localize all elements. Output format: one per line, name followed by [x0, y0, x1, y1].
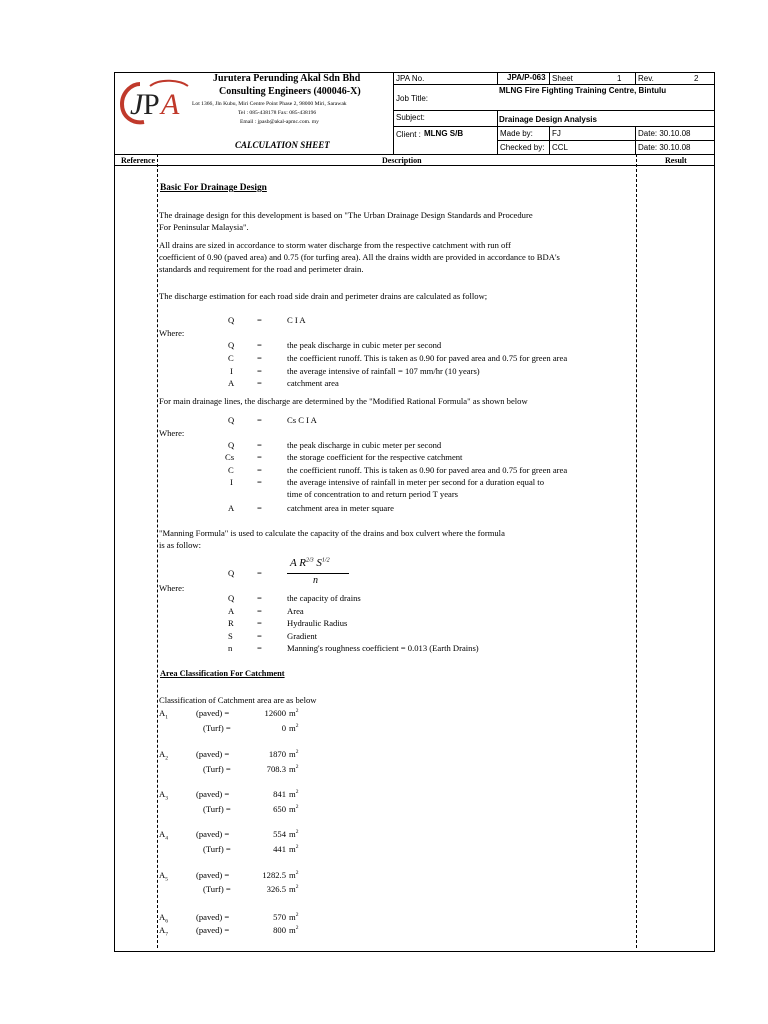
- company-name: Jurutera Perunding Akal Sdn Bhd: [213, 73, 361, 84]
- manning-formula-denominator: n: [313, 575, 318, 586]
- definition-equals: =: [257, 643, 262, 653]
- definition-symbol: I: [230, 366, 233, 376]
- company-subtitle: Consulting Engineers (400046-X): [219, 86, 361, 97]
- area-label: $A_2$: [159, 749, 168, 762]
- area-unit: $m^2$: [289, 789, 299, 799]
- checked-by: CCL: [552, 143, 569, 152]
- header-rule: [393, 110, 715, 111]
- equation-lhs: Q: [228, 415, 235, 425]
- definition-text: the coefficient runoff. This is taken as 0.90 for paved area and 0.75 for green area: [287, 353, 568, 363]
- column-header-rule: [114, 165, 715, 166]
- turf-value: 326.5: [266, 884, 286, 894]
- definition-equals: =: [257, 477, 262, 487]
- paved-label: (paved) =: [196, 789, 230, 799]
- where-label: Where:: [159, 428, 185, 438]
- description-column-header: Description: [382, 156, 422, 165]
- paved-value: 841: [273, 789, 286, 799]
- definition-text: the average intensive of rainfall = 107 mm/hr (10 years): [287, 366, 480, 376]
- rev-number: 2: [694, 74, 699, 83]
- paragraph-line: is as follow:: [159, 540, 202, 550]
- checked-by-label: Checked by:: [500, 143, 545, 152]
- client-label: Client :: [396, 130, 421, 139]
- definition-symbol: Q: [228, 340, 235, 350]
- paved-label: (paved) =: [196, 870, 230, 880]
- definition-text: Hydraulic Radius: [287, 618, 348, 628]
- paragraph-line: "Manning Formula" is used to calculate the capacity of the drains and box culvert where the formula: [159, 528, 505, 538]
- definition-equals: =: [257, 631, 262, 641]
- client: MLNG S/B: [424, 129, 464, 138]
- paved-label: (paved) =: [196, 829, 230, 839]
- paragraph-line: The discharge estimation for each road side drain and perimeter drains are calculated as follow;: [159, 291, 488, 301]
- area-unit: $m^2$: [289, 749, 299, 759]
- sheet-bottom-rule: [114, 948, 715, 952]
- calculation-sheet: [114, 72, 715, 952]
- definition-symbol: Q: [228, 440, 235, 450]
- reference-column-header: Reference: [121, 156, 156, 165]
- definition-symbol: Q: [228, 593, 235, 603]
- header-rule: [497, 140, 715, 141]
- paragraph-line: For main drainage lines, the discharge are determined by the "Modified Rational Formula" as shown below: [159, 396, 528, 406]
- definition-equals: =: [257, 452, 262, 462]
- definition-text: the storage coefficient for the respective catchment: [287, 452, 463, 462]
- definition-text: the peak discharge in cubic meter per second: [287, 440, 442, 450]
- calculation-sheet-title: CALCULATION SHEET: [235, 140, 330, 150]
- definition-text: the capacity of drains: [287, 593, 361, 603]
- turf-label: (Turf) =: [203, 764, 231, 774]
- company-phone: Tel : 085-438178 Fax: 085-438196: [238, 110, 317, 116]
- fraction-bar: [287, 573, 349, 574]
- paved-value: 1282.5: [262, 870, 286, 880]
- area-unit: $m^2$: [289, 804, 299, 814]
- paved-value: 12600: [264, 708, 286, 718]
- area-label: $A_5$: [159, 870, 168, 883]
- equation-equals: =: [257, 315, 262, 325]
- definition-symbol: n: [228, 643, 233, 653]
- company-address: Lot 1366, Jln Kubu, Miri Centre Point Phase 2, 98000 Miri, Sarawak: [192, 101, 347, 107]
- formula-gradient: S: [316, 557, 322, 569]
- definition-symbol: C: [228, 353, 234, 363]
- area-label: $A_7$: [159, 925, 168, 938]
- job-title-label: Job Title:: [396, 94, 429, 103]
- area-unit: $m^2$: [289, 884, 299, 894]
- sheet-number: 1: [617, 74, 622, 83]
- definition-text: Area: [287, 606, 304, 616]
- turf-value: 0: [281, 723, 286, 733]
- paved-value: 1870: [268, 749, 286, 759]
- subject: Drainage Design Analysis: [499, 115, 597, 124]
- definition-text: catchment area: [287, 378, 339, 388]
- definition-equals: =: [257, 340, 262, 350]
- definition-text: Gradient: [287, 631, 318, 641]
- definition-symbol: A: [228, 378, 235, 388]
- header-divider: [549, 126, 550, 154]
- turf-label: (Turf) =: [203, 844, 231, 854]
- definition-text: Manning's roughness coefficient = 0.013 (Earth Drains): [287, 643, 479, 653]
- definition-text: the coefficient runoff. This is taken as 0.90 for paved area and 0.75 for green area: [287, 465, 568, 475]
- paved-label: (paved) =: [196, 708, 230, 718]
- where-label: Where:: [159, 583, 185, 593]
- turf-value: 708.3: [266, 764, 286, 774]
- header-divider: [497, 110, 498, 154]
- job-title: MLNG Fire Fighting Training Centre, Bintulu: [499, 86, 667, 95]
- paragraph-line: All drains are sized in accordance to storm water discharge from the respective catchment with run off: [159, 240, 511, 250]
- equation-equals: =: [257, 568, 262, 578]
- area-label: $A_6$: [159, 912, 168, 925]
- header-divider: [549, 72, 550, 84]
- equation-equals: =: [257, 415, 262, 425]
- definition-equals: =: [257, 465, 262, 475]
- equation-lhs: Q: [228, 315, 235, 325]
- paved-value: 800: [273, 925, 286, 935]
- area-unit: $m^2$: [289, 829, 299, 839]
- area-unit: $m^2$: [289, 912, 299, 922]
- definition-symbol: C: [228, 465, 234, 475]
- paved-label: (paved) =: [196, 912, 230, 922]
- definition-equals: =: [257, 618, 262, 628]
- result-column-header: Result: [665, 156, 687, 165]
- paragraph-line: For Peninsular Malaysia".: [159, 222, 249, 232]
- paved-label: (paved) =: [196, 749, 230, 759]
- definition-symbol: A: [228, 503, 235, 513]
- turf-label: (Turf) =: [203, 804, 231, 814]
- checked-date: Date: 30.10.08: [638, 143, 691, 152]
- made-date: Date: 30.10.08: [638, 129, 691, 138]
- company-email: Email : jpasb@akal-apmc.com. my: [240, 119, 319, 125]
- definition-symbol: S: [228, 631, 233, 641]
- area-unit: $m^2$: [289, 870, 299, 880]
- definition-equals: =: [257, 353, 262, 363]
- definition-symbol: Cs: [225, 452, 235, 462]
- made-by-label: Made by:: [500, 129, 533, 138]
- equation-rhs: Cs C I A: [287, 415, 317, 425]
- equation-lhs: Q: [228, 568, 235, 578]
- paragraph-line: The drainage design for this development is based on "The Urban Drainage Design Standards and Procedure: [159, 210, 533, 220]
- rev-label: Rev.: [638, 74, 654, 83]
- where-label: Where:: [159, 328, 185, 338]
- result-column-separator: [636, 154, 637, 948]
- definition-text: catchment area in meter square: [287, 503, 394, 513]
- subject-label: Subject:: [396, 113, 425, 122]
- svg-text:P: P: [143, 88, 160, 121]
- area-unit: $m^2$: [289, 723, 299, 733]
- paragraph-line: coefficient of 0.90 (paved area) and 0.75 (for turfing area). All the drains width are provided in accordance to BDA's: [159, 252, 560, 262]
- area-label: $A_1$: [159, 708, 168, 721]
- formula-r-exponent: 2/3: [306, 557, 314, 564]
- header-rule: [393, 84, 715, 85]
- heading-area-classification: Area Classification For Catchment: [160, 669, 285, 678]
- svg-text:J: J: [130, 88, 144, 121]
- definition-symbol: R: [228, 618, 234, 628]
- svg-text:A: A: [161, 88, 180, 121]
- reference-column-separator: [157, 154, 158, 948]
- definition-equals: =: [257, 378, 262, 388]
- header-divider: [635, 72, 636, 84]
- area-label: $A_3$: [159, 789, 168, 802]
- jpa-no-label: JPA No.: [396, 74, 425, 83]
- area-unit: $m^2$: [289, 708, 299, 718]
- formula-s-exponent: 1/2: [321, 557, 330, 564]
- equation-rhs: C I A: [287, 315, 306, 325]
- paragraph-line: standards and requirement for the road and perimeter drain.: [159, 264, 364, 274]
- header-rule: [114, 154, 715, 155]
- heading-basic-drainage-design: Basic For Drainage Design: [160, 183, 267, 193]
- header-rule: [393, 126, 715, 127]
- definition-equals: =: [257, 366, 262, 376]
- sheet-label: Sheet: [552, 74, 573, 83]
- jpa-logo: [116, 76, 192, 128]
- definition-equals: =: [257, 606, 262, 616]
- turf-label: (Turf) =: [203, 723, 231, 733]
- paragraph-line: Classification of Catchment area are as below: [159, 695, 317, 705]
- area-label: $A_4$: [159, 829, 168, 842]
- definition-equals: =: [257, 593, 262, 603]
- area-unit: $m^2$: [289, 844, 299, 854]
- definition-text: time of concentration to and return period T years: [287, 489, 459, 499]
- definition-text: the peak discharge in cubic meter per second: [287, 340, 442, 350]
- definition-symbol: A: [228, 606, 235, 616]
- paved-label: (paved) =: [196, 925, 230, 935]
- turf-value: 650: [273, 804, 286, 814]
- turf-label: (Turf) =: [203, 884, 231, 894]
- turf-value: 441: [273, 844, 286, 854]
- made-by: FJ: [552, 129, 561, 138]
- manning-formula-numerator: [290, 557, 330, 569]
- header-divider: [635, 126, 636, 154]
- paved-value: 570: [273, 912, 286, 922]
- definition-symbol: I: [230, 477, 233, 487]
- area-unit: $m^2$: [289, 925, 299, 935]
- definition-equals: =: [257, 440, 262, 450]
- area-unit: $m^2$: [289, 764, 299, 774]
- formula-area-radius: A R: [290, 557, 306, 569]
- jpa-no: JPA/P-063: [507, 73, 546, 82]
- header-divider: [497, 72, 498, 84]
- paved-value: 554: [273, 829, 286, 839]
- definition-equals: =: [257, 503, 262, 513]
- definition-text: the average intensive of rainfall in meter per second for a duration equal to: [287, 477, 544, 487]
